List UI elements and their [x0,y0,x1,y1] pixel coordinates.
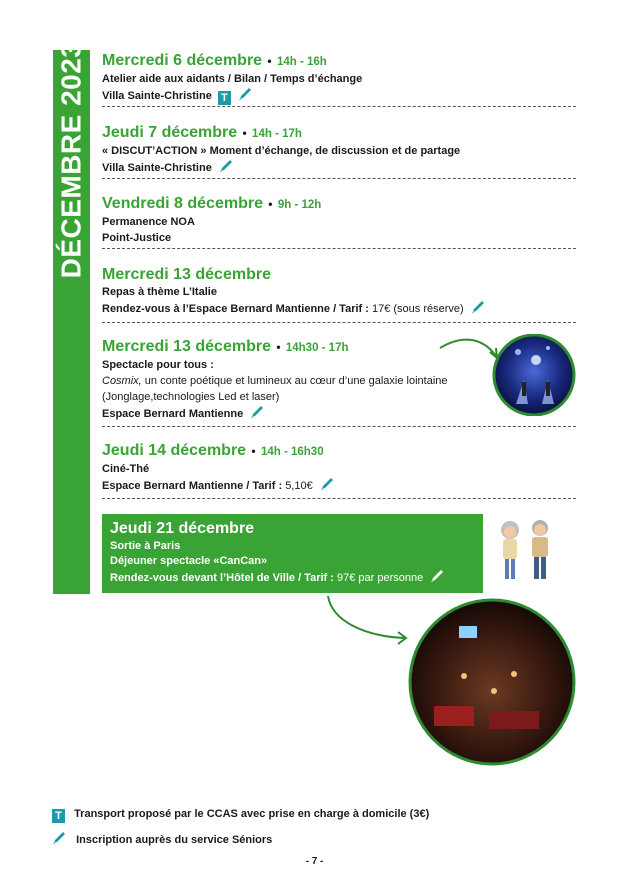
event-6: Jeudi 14 décembre • 14h - 16h30 Ciné-Thé Espace Bernard Mantienne / Tarif : 5,10€ [102,442,576,494]
cabaret-illustration [324,596,582,768]
event-description: Repas à thème L’Italie [102,286,217,298]
event-day: Jeudi 14 décembre [102,442,247,459]
event-7 [110,519,480,586]
page-number: - 7 - [305,856,324,867]
event-description: Permanence NOA [102,216,195,228]
curved-arrow-icon [440,340,496,356]
divider [102,248,576,249]
event-place: Point-Justice [102,232,172,244]
event-description: Atelier aide aux aidants / Bilan / Temps d’échange [102,73,363,85]
event-place-row [102,477,576,494]
event-place-row [102,300,576,317]
pencil-icon [238,87,254,101]
pencil-icon [52,831,68,845]
show-description-extra: (Jonglage,technologies Led et laser) [102,391,280,403]
event-place-row [102,87,576,105]
divider [102,322,576,323]
legend-inscription-text: Inscription auprès du service Séniors [76,834,273,846]
event-4 [102,266,576,317]
event-3: Vendredi 8 décembre • 9h - 12h Permanence NOA Point-Justice [102,195,576,246]
transport-badge-icon: T [218,91,231,105]
pencil-icon [471,300,487,314]
legend-transport-text: Transport proposé par le CCAS avec prise en charge à domicile (3€) [74,808,430,820]
divider [102,426,576,427]
pencil-icon [250,405,266,419]
event-time: 9h - 12h [277,199,322,211]
curved-arrow-icon [328,596,404,638]
event-time: 14h - 17h [252,128,302,140]
event-day: Jeudi 7 décembre [102,124,238,141]
divider [102,498,576,499]
event-time: 14h - 16h30 [260,446,324,458]
event-day: Jeudi 21 décembre [110,520,255,537]
event-day: Vendredi 8 décembre [102,195,263,212]
event-place: Villa Sainte-Christine [102,162,212,174]
event-description: Spectacle pour tous : [102,359,214,371]
highlight-event [102,514,483,593]
event-day: Mercredi 13 décembre [102,338,271,355]
event-time: 14h30 - 17h [285,342,349,354]
event-place: Rendez-vous devant l’Hôtel de Ville / Tarif : [110,572,334,584]
cabaret-photo [410,600,574,764]
event-place: Espace Bernard Mantienne [102,408,244,420]
event-place-row [110,569,480,586]
event-description-2: Déjeuner spectacle «CanCan» [110,555,268,567]
event-description: « DISCUT’ACTION » Moment d’échange, de discussion et de partage [102,145,461,157]
month-title-wrap [53,41,90,279]
event-place: Rendez-vous à l’Espace Bernard Mantienne / Tarif : [102,303,369,315]
pencil-icon [320,477,336,491]
event-time: 14h - 16h [276,56,327,68]
event-price: 5,10€ [285,480,313,492]
event-price: 17€ (sous réserve) [371,303,464,315]
seniors-illustration [494,516,558,584]
event-place: Villa Sainte-Christine [102,90,212,102]
event-day: Mercredi 6 décembre [102,52,263,69]
month-title: DÉCEMBRE 2023 [55,41,87,279]
event-2: Jeudi 7 décembre • 14h - 17h « DISCUT’ACTION » Moment d’échange, de discussion et de partage Villa Sainte-Christine [102,124,576,176]
show-title: Cosmix, [102,375,142,387]
pencil-icon [430,569,446,583]
divider [102,106,576,107]
event-1: Mercredi 6 décembre • 14h - 16h Atelier aide aux aidants / Bilan / Temps d’échange Villa Sainte-Christine T [102,52,576,105]
event-place-row [102,159,576,176]
pencil-icon [219,159,235,173]
legend-transport [52,808,429,823]
event-description: Ciné-Thé [102,463,150,475]
show-description: un conte poétique et lumineux au cœur d’une galaxie lointaine [144,375,448,387]
cosmix-photo [494,335,574,415]
event-place: Espace Bernard Mantienne / Tarif : [102,480,283,492]
divider [102,178,576,179]
cosmix-illustration [438,334,578,416]
event-5: Mercredi 13 décembre • 14h30 - 17h Spectacle pour tous : Cosmix, un conte poétique et lumineux au cœur d’une galaxie lointaine (Jonglage,technologies Led et laser) Espace Bernard Mantienne [102,338,576,422]
event-price: 97€ par personne [336,572,424,584]
legend-inscription [52,831,272,846]
event-day: Mercredi 13 décembre [102,266,271,283]
transport-badge-icon: T [52,809,65,823]
event-description: Sortie à Paris [110,540,181,552]
